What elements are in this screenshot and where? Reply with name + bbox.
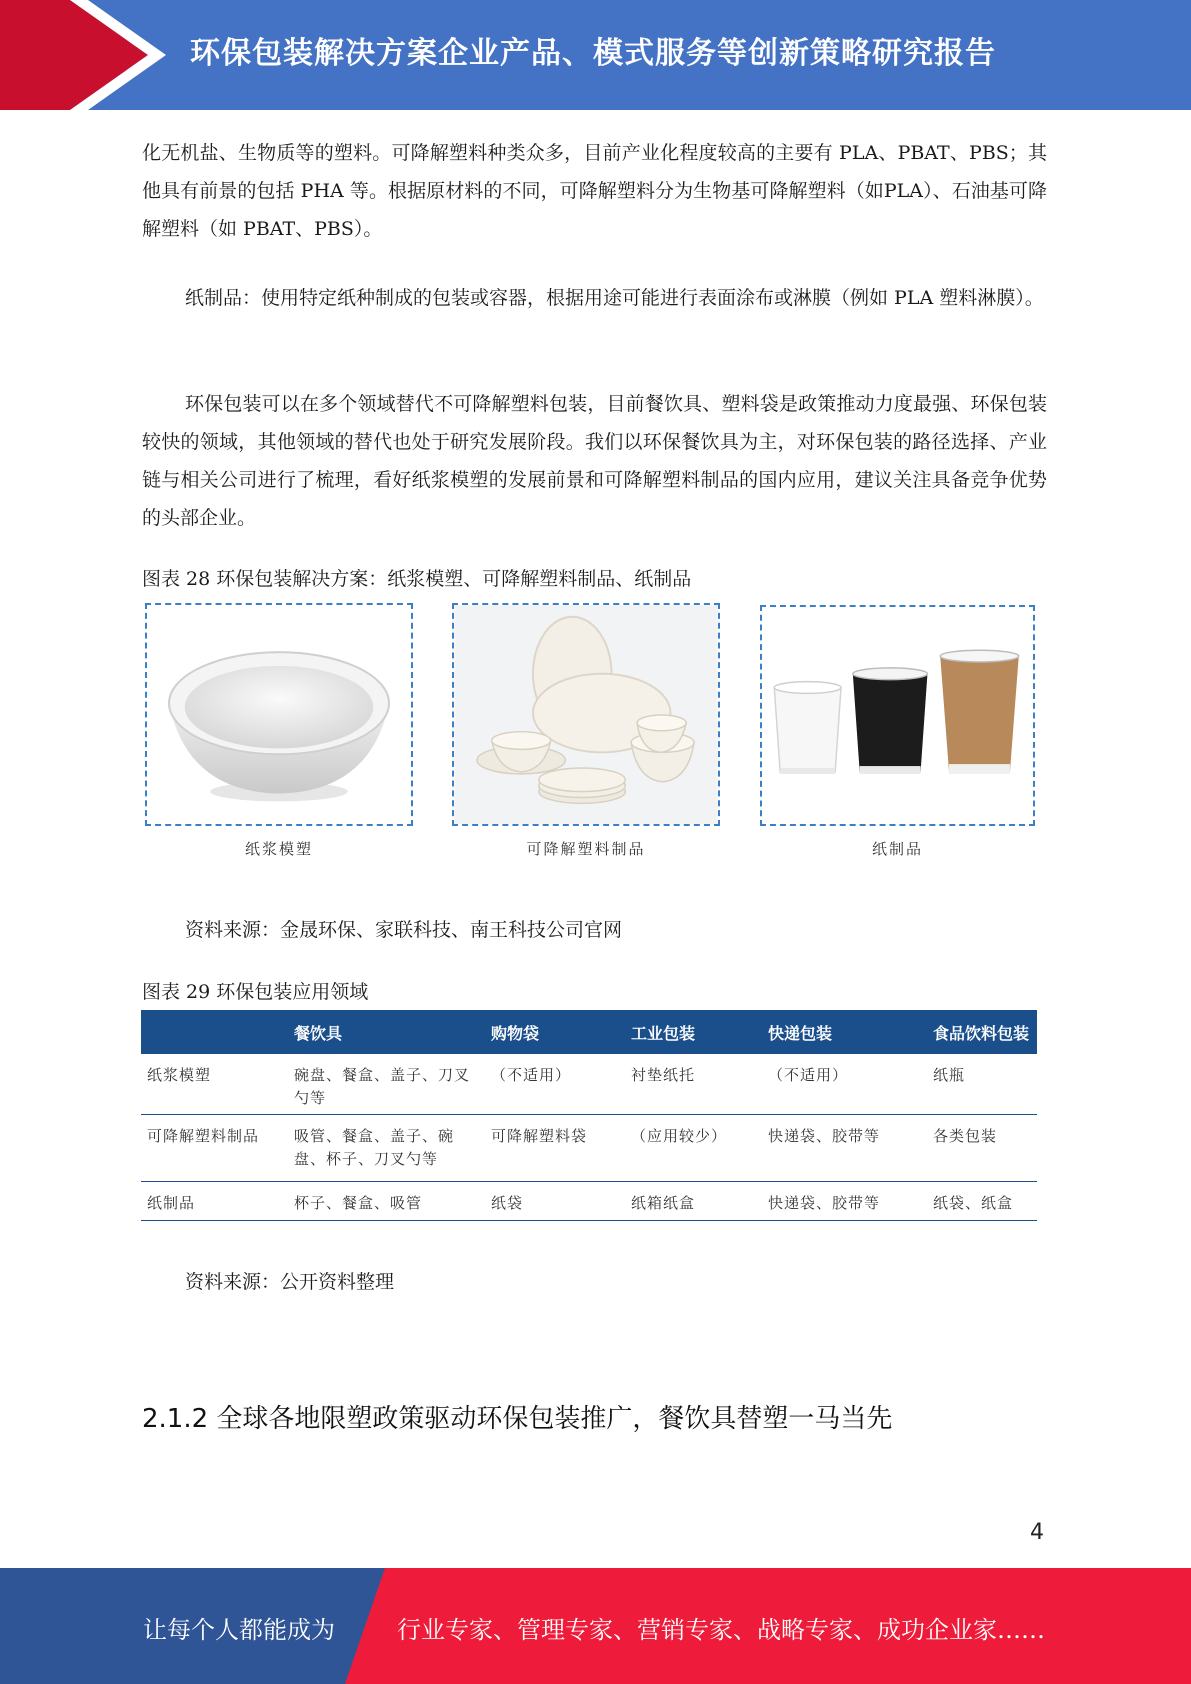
figure-28-source: 资料来源：金晟环保、家联科技、南王科技公司官网	[185, 919, 623, 941]
table-cell: 各类包装	[927, 1115, 1037, 1182]
table-header-row	[141, 1010, 1037, 1054]
paragraph-paper-products: 纸制品：使用特定纸种制成的包装或容器，根据用途可能进行表面涂布或淋膜（例如 PLA 塑料淋膜）。	[185, 287, 1044, 309]
table-cell: 吸管、餐盒、盖子、碗盘、杯子、刀叉勺等	[288, 1115, 485, 1182]
header-cell-shopping-bags: 购物袋	[485, 1010, 625, 1054]
pulp-molding-bowl-image	[145, 603, 413, 826]
section-heading: 2.1.2 全球各地限塑政策驱动环保包装推广，餐饮具替塑一马当先	[142, 1404, 893, 1434]
paragraph-degradable-plastics: 化无机盐、生物质等的塑料。可降解塑料种类众多，目前产业化程度较高的主要有 PLA、PBAT、PBS；其他具有前景的包括 PHA 等。根据原材料的不同，可降解塑料分为生物基可降解塑料（如PLA）、石油基可降解塑料（如 PBAT、PBS）。	[142, 142, 1047, 240]
table-cell: （不适用）	[485, 1054, 625, 1115]
table-cell: 纸箱纸盒	[625, 1182, 762, 1221]
paragraph-eco-packaging: 环保包装可以在多个领域替代不可降解塑料包装，目前餐饮具、塑料袋是政策推动力度最强、环保包装较快的领域，其他领域的替代也处于研究发展阶段。我们以环保餐饮具为主，对环保包装的路径选择、产业链与相关公司进行了梳理，看好纸浆模塑的发展前景和可降解塑料制品的国内应用，建议关注具备竞争优势的头部企业。	[142, 393, 1047, 529]
footer-slogan-left: 让每个人都能成为	[143, 1616, 335, 1644]
page-footer	[0, 1568, 1191, 1684]
table-cell: 衬垫纸托	[625, 1054, 762, 1115]
table-29-source: 资料来源：公开资料整理	[185, 1271, 395, 1293]
header-cell-food-beverage-packaging: 食品饮料包装	[927, 1010, 1037, 1054]
header-title: 环保包装解决方案企业产品、模式服务等创新策略研究报告	[190, 36, 996, 71]
table-cell: 快递袋、胶带等	[762, 1182, 927, 1221]
table-cell: 可降解塑料袋	[485, 1115, 625, 1182]
header-cell-tableware: 餐饮具	[288, 1010, 485, 1054]
figure-label-degradable-plastics: 可降解塑料制品	[526, 840, 646, 858]
table-cell: 快递袋、胶带等	[762, 1115, 927, 1182]
header-cell-blank	[141, 1010, 288, 1054]
table-29-caption: 图表 29 环保包装应用领域	[142, 981, 369, 1003]
table-cell: 纸瓶	[927, 1054, 1037, 1115]
table-row	[141, 1054, 1037, 1115]
table-cell: 纸袋	[485, 1182, 625, 1221]
header-cell-industrial-packaging: 工业包装	[625, 1010, 762, 1054]
application-fields-table	[141, 1010, 1037, 1221]
table-row	[141, 1182, 1037, 1221]
degradable-tableware-image	[452, 603, 720, 826]
table-cell: 纸制品	[141, 1182, 288, 1221]
page-header	[0, 0, 1191, 110]
table-cell: 纸袋、纸盒	[927, 1182, 1037, 1221]
table-cell: （应用较少）	[625, 1115, 762, 1182]
table-cell: （不适用）	[762, 1054, 927, 1115]
table-cell: 杯子、餐盒、吸管	[288, 1182, 485, 1221]
figure-label-pulp-molding: 纸浆模塑	[244, 840, 313, 858]
table-cell: 纸浆模塑	[141, 1054, 288, 1115]
page-number: 4	[1030, 1520, 1044, 1545]
footer-slogan-right: 行业专家、管理专家、营销专家、战略专家、成功企业家……	[397, 1616, 1045, 1644]
header-cell-express-packaging: 快递包装	[762, 1010, 927, 1054]
paper-cups-image	[760, 605, 1035, 826]
paper-cups-illustration	[762, 607, 1033, 824]
table-row	[141, 1115, 1037, 1182]
bowl-illustration	[147, 605, 411, 824]
tableware-illustration	[454, 605, 718, 824]
table-cell: 可降解塑料制品	[141, 1115, 288, 1182]
figure-label-paper-products: 纸制品	[871, 840, 923, 858]
table-cell: 碗盘、餐盒、盖子、刀叉勺等	[288, 1054, 485, 1115]
figure-28-caption: 图表 28 环保包装解决方案：纸浆模塑、可降解塑料制品、纸制品	[142, 568, 692, 590]
